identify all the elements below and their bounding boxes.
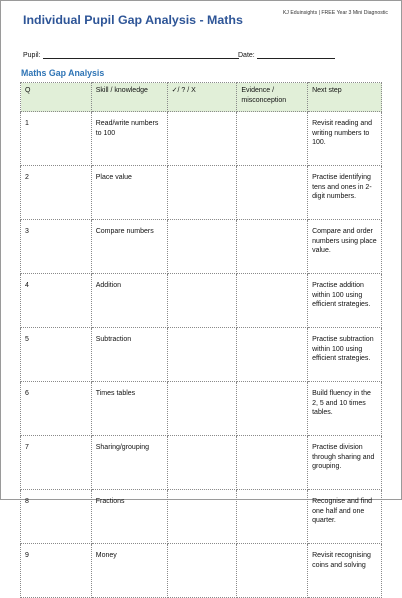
cell-q: 4	[21, 274, 92, 328]
cell-mark[interactable]	[167, 328, 237, 382]
table-row	[21, 166, 382, 220]
header-mark: ✓/ ? / X	[167, 83, 237, 112]
cell-evidence[interactable]	[237, 544, 308, 598]
cell-skill: Compare numbers	[91, 220, 167, 274]
cell-next-step: Practise identifying tens and ones in 2-digit numbers.	[308, 166, 382, 220]
cell-next-step: Build fluency in the 2, 5 and 10 times tables.	[308, 382, 382, 436]
cell-mark[interactable]	[167, 436, 237, 490]
cell-next-step: Compare and order numbers using place value.	[308, 220, 382, 274]
cell-mark[interactable]	[167, 220, 237, 274]
cell-skill: Sharing/grouping	[91, 436, 167, 490]
cell-evidence[interactable]	[237, 166, 308, 220]
pupil-field[interactable]	[23, 51, 239, 59]
cell-mark[interactable]	[167, 166, 237, 220]
cell-evidence[interactable]	[237, 436, 308, 490]
pupil-line[interactable]	[43, 51, 239, 59]
page-title: Individual Pupil Gap Analysis - Maths	[23, 13, 243, 27]
table-row	[21, 490, 382, 544]
header-q: Q	[21, 83, 92, 112]
table-row	[21, 328, 382, 382]
header-next-step: Next step	[308, 83, 382, 112]
date-line[interactable]	[257, 51, 335, 59]
cell-evidence[interactable]	[237, 490, 308, 544]
gap-analysis-table	[20, 82, 382, 598]
cell-mark[interactable]	[167, 112, 237, 166]
cell-skill: Place value	[91, 166, 167, 220]
cell-next-step: Practise subtraction within 100 using efficient strategies.	[308, 328, 382, 382]
cell-mark[interactable]	[167, 544, 237, 598]
cell-evidence[interactable]	[237, 112, 308, 166]
header-skill: Skill / knowledge	[91, 83, 167, 112]
cell-evidence[interactable]	[237, 274, 308, 328]
table-row	[21, 544, 382, 598]
cell-skill: Read/write numbers to 100	[91, 112, 167, 166]
cell-mark[interactable]	[167, 490, 237, 544]
cell-evidence[interactable]	[237, 382, 308, 436]
header-note: KJ Eduinsights | FREE Year 3 Mini Diagnostic	[282, 10, 388, 16]
cell-evidence[interactable]	[237, 220, 308, 274]
cell-skill: Addition	[91, 274, 167, 328]
table-row	[21, 220, 382, 274]
cell-next-step: Recognise and find one half and one quarter.	[308, 490, 382, 544]
table-row	[21, 112, 382, 166]
cell-next-step: Practise division through sharing and grouping.	[308, 436, 382, 490]
cell-evidence[interactable]	[237, 328, 308, 382]
cell-q: 2	[21, 166, 92, 220]
cell-next-step: Revisit recognising coins and solving	[308, 544, 382, 598]
cell-skill: Times tables	[91, 382, 167, 436]
table-row	[21, 274, 382, 328]
cell-mark[interactable]	[167, 274, 237, 328]
table-row	[21, 382, 382, 436]
cell-skill: Subtraction	[91, 328, 167, 382]
date-label: Date:	[238, 52, 255, 59]
cell-skill: Fractions	[91, 490, 167, 544]
cell-q: 3	[21, 220, 92, 274]
cell-q: 1	[21, 112, 92, 166]
section-title: Maths Gap Analysis	[21, 68, 105, 78]
cell-q: 5	[21, 328, 92, 382]
cell-q: 8	[21, 490, 92, 544]
table-row	[21, 436, 382, 490]
pupil-label: Pupil:	[23, 52, 41, 59]
cell-skill: Money	[91, 544, 167, 598]
header-evidence: Evidence / misconception	[237, 83, 308, 112]
cell-mark[interactable]	[167, 382, 237, 436]
cell-q: 9	[21, 544, 92, 598]
date-field[interactable]	[238, 51, 335, 59]
table-header-row	[21, 83, 382, 112]
cell-next-step: Practise addition within 100 using efficient strategies.	[308, 274, 382, 328]
cell-next-step: Revisit reading and writing numbers to 100.	[308, 112, 382, 166]
cell-q: 6	[21, 382, 92, 436]
cell-q: 7	[21, 436, 92, 490]
